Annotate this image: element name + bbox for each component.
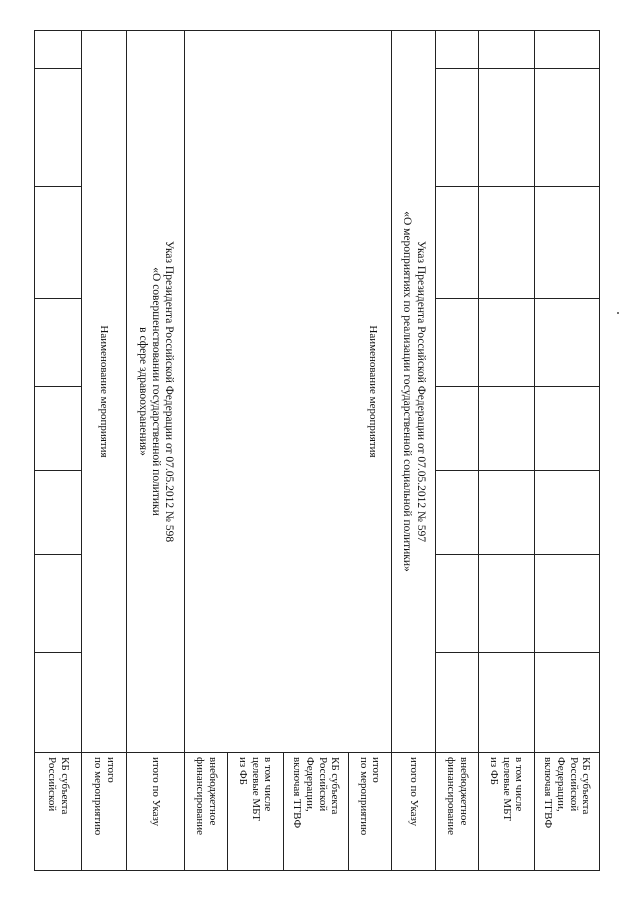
- empty-cell: [436, 471, 479, 555]
- empty-cell: [436, 653, 479, 753]
- row-label: итого по мероприятию: [82, 753, 127, 871]
- empty-cell: [35, 187, 82, 299]
- empty-cell: [478, 555, 534, 653]
- row-label: итого по мероприятию: [348, 753, 391, 871]
- table-row: [436, 31, 479, 871]
- empty-cell: [35, 31, 82, 69]
- row-label: итого по Указу: [126, 753, 184, 871]
- empty-cell: [35, 653, 82, 753]
- decree-597-title: Указ Президента Российской Федерации от 07.05.2012 № 597 «О мероприятиях по реализации государственной социальной политики»: [391, 31, 436, 753]
- empty-cell: [436, 555, 479, 653]
- row-label: в том числе целевые МБТ из ФБ: [227, 753, 283, 871]
- empty-cell: [436, 69, 479, 187]
- empty-cell: [534, 187, 599, 299]
- empty-cell: [534, 69, 599, 187]
- table-row: [534, 31, 599, 871]
- empty-cell: [478, 299, 534, 387]
- empty-cell: [478, 31, 534, 69]
- empty-cell: [35, 555, 82, 653]
- row-label: в том числе целевые МБТ из ФБ: [478, 753, 534, 871]
- empty-cell: [478, 69, 534, 187]
- empty-cell: [35, 387, 82, 471]
- rotated-form: [34, 30, 600, 870]
- row-label: итого по Указу: [391, 753, 436, 871]
- empty-cell: [534, 387, 599, 471]
- empty-cell: [534, 31, 599, 69]
- measure-name-597: Наименование мероприятия: [185, 31, 391, 753]
- measure-name-598: Наименование мероприятия: [82, 31, 127, 753]
- table-row: [478, 31, 534, 871]
- table-row: [126, 31, 184, 871]
- row-label: КБ субъекта Российской: [35, 753, 82, 871]
- empty-cell: [35, 69, 82, 187]
- empty-cell: [436, 187, 479, 299]
- row-label: КБ субъекта Российской Федерации, включая ТГВФ: [534, 753, 599, 871]
- table-row: [348, 31, 391, 871]
- scan-speck: [617, 312, 619, 314]
- empty-cell: [436, 31, 479, 69]
- empty-cell: [478, 471, 534, 555]
- row-label: КБ субъекта Российской Федерации, включая ТГВФ: [283, 753, 348, 871]
- empty-cell: [534, 299, 599, 387]
- decree-598-title: Указ Президента Российской Федерации от 07.05.2012 № 598 «О совершенствовании государственной политики в сфере здравоохранения»: [126, 31, 184, 753]
- empty-cell: [436, 387, 479, 471]
- empty-cell: [35, 471, 82, 555]
- empty-cell: [534, 471, 599, 555]
- table-row: [391, 31, 436, 871]
- empty-cell: [35, 299, 82, 387]
- financing-table: [34, 30, 600, 871]
- empty-cell: [478, 387, 534, 471]
- table-row: [82, 31, 127, 871]
- empty-cell: [478, 653, 534, 753]
- empty-cell: [534, 555, 599, 653]
- empty-cell: [478, 187, 534, 299]
- empty-cell: [534, 653, 599, 753]
- empty-cell: [436, 299, 479, 387]
- table-row: [35, 31, 82, 871]
- row-label: внебюджетное финансирование: [185, 753, 228, 871]
- row-label: внебюджетное финансирование: [436, 753, 479, 871]
